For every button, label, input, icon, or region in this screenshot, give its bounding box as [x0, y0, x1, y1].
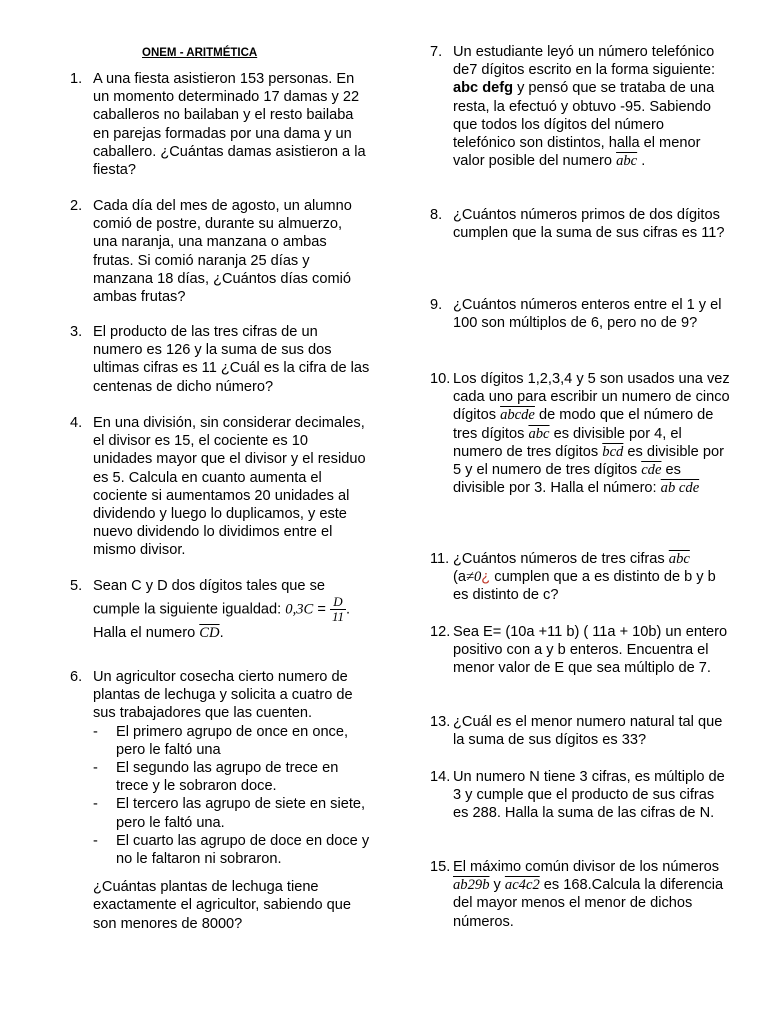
- math-periodic-decimal: 0,3C: [285, 601, 314, 618]
- math-overline-number: abcde: [500, 407, 535, 424]
- problem-10: [430, 370, 730, 497]
- list-item: [93, 832, 370, 868]
- math-overline-number: $\overline{abc}$: [616, 153, 638, 170]
- math-overline-number: $\overline{abc}$: [528, 425, 550, 442]
- problem-number: 8.: [430, 207, 443, 223]
- problem-number: 3.: [70, 324, 83, 340]
- problem-text-2: de modo que el número de tres dígitos: [453, 407, 714, 442]
- problem-text: [93, 577, 370, 642]
- problem-text: ¿Cuál es el menor numero natural tal que la suma de sus dígitos es 33?: [453, 714, 723, 749]
- problem-text: [453, 370, 730, 497]
- bullet-dash: -: [93, 832, 98, 849]
- problem-text-4: es divisible por 5 y el numero de tres dígitos: [453, 443, 724, 479]
- problem-text: En una división, sin considerar decimales, el divisor es 15, el cociente es 10 unidades mayor que el divisor y el residuo es 5. Calcula en cuanto aumenta el cociente si aumentamos 20 unidades al dividendo y luego lo duplicamos, y este nuevo dividendo lo dividimos entre el mismo divisor.: [93, 415, 366, 559]
- math-overline-number: $\overline{CD}$: [199, 625, 220, 642]
- page-title: ONEM - ARITMÉTICA: [142, 47, 258, 59]
- problem-text: El producto de las tres cifras de un numero es 126 y la suma de sus dos ultimas cifras es 11 ¿Cuál es la cifra de las centenas de dicho número?: [93, 324, 370, 395]
- problem-text-2: y: [489, 877, 505, 894]
- problem-text-1: El máximo común divisor de los números: [453, 859, 720, 875]
- math-overline-number: ac4c2: [504, 877, 540, 894]
- problem-7: [430, 43, 730, 170]
- equals-sign: =: [317, 601, 326, 618]
- problem-2: [70, 197, 370, 306]
- problem-number: 15.: [430, 859, 451, 875]
- problem-number: 4.: [70, 415, 83, 431]
- problem-question: ¿Cuántas plantas de lechuga tiene exactamente el agricultor, sabiendo que son menores de 8000?: [93, 879, 351, 932]
- problem-3: [70, 323, 370, 396]
- problem-text-3: es 168.Calcula la diferencia del mayor menos el menor de dichos números.: [453, 877, 724, 930]
- bullet-dash: -: [93, 796, 98, 813]
- problem-text: [453, 858, 730, 931]
- problem-5: [70, 577, 370, 642]
- problem-text-end: .: [219, 625, 224, 642]
- math-not-equal: ≠0: [465, 569, 482, 586]
- problem-text-5: es divisible por 3. Halla el número:: [453, 462, 681, 497]
- problem-text-end: .: [637, 153, 646, 170]
- problem-number: 5.: [70, 578, 83, 594]
- list-item: [93, 723, 370, 759]
- problem-text-1: ¿Cuántos números de tres cifras: [453, 551, 665, 567]
- fraction-numerator: D: [330, 595, 346, 610]
- bullet-dash: -: [93, 760, 98, 777]
- math-overline-number: $\overline{cde}$: [641, 462, 662, 479]
- list-item: [93, 759, 370, 795]
- problem-text-2: (a: [453, 569, 466, 586]
- problem-12: [430, 623, 730, 678]
- problem-number: 9.: [430, 297, 443, 313]
- problem-text: Sea E= (10a +11 b) ( 11a + 10b) un entero positivo con a y b enteros. Encuentra el menor valor de E que sea múltiplo de 7.: [453, 624, 728, 677]
- problem-8: [430, 206, 730, 242]
- math-overline-number: $\overline{abc}$: [668, 551, 690, 567]
- problem-text-a: Un estudiante leyó un número telefónico de7 dígitos escrito en la forma siguiente:: [453, 44, 716, 79]
- problem-text-b: y pensó que se trataba de una resta, la efectuó y obtuvo -95. Sabiendo que todos los dígitos del número telefónico son distintos, halla el menor valor posible del numero: [453, 80, 715, 170]
- math-overline-number: ab cde: [660, 480, 700, 497]
- problem-text: ¿Cuántos números enteros entre el 1 y el 100 son múltiplos de 6, pero no de 9?: [453, 297, 722, 332]
- problem-number: 13.: [430, 714, 451, 730]
- problem-text: [453, 43, 730, 170]
- bullet-dash: -: [93, 723, 98, 740]
- fraction-denominator: 11: [331, 609, 344, 625]
- problem-number: 12.: [430, 624, 451, 640]
- problem-number: 14.: [430, 769, 451, 785]
- problem-text-1: Los dígitos 1,2,3,4 y 5 son usados una vez cada uno para escribir un numero de cinco dígitos: [453, 371, 730, 424]
- problem-9: [430, 296, 730, 332]
- problem-number: 6.: [70, 669, 83, 685]
- problem-text: ¿Cuántos números primos de dos dígitos cumplen que la suma de sus cifras es 11?: [453, 207, 725, 242]
- bullet-text: El segundo las agrupo de trece en trece y le sobraron doce.: [116, 760, 339, 795]
- problem-number: 2.: [70, 198, 83, 214]
- problem-text: Un agricultor cosecha cierto numero de plantas de lechuga y solicita a cuatro de sus trabajadores que las cuenten.: [93, 669, 353, 722]
- list-item: [93, 795, 370, 831]
- problem-number: 7.: [430, 44, 443, 60]
- problem-text-3: es divisible por 4, el numero de tres dígitos: [453, 425, 682, 460]
- math-overline-number: ab29b: [453, 877, 490, 894]
- problem-text: [453, 550, 730, 605]
- problem-15: [430, 858, 730, 931]
- problem-text: A una fiesta asistieron 153 personas. En un momento determinado 17 damas y 22 caballeros no bailaban y el resto bailaba en parejas formadas por una dama y un caballero. ¿Cuántas damas asistieron a la fiesta?: [93, 71, 366, 179]
- problem-text-a: Sean C y D dos dígitos tales que se cumple la siguiente igualdad:: [93, 578, 326, 618]
- stray-question-mark: ¿: [481, 569, 491, 586]
- problem-1: [70, 70, 370, 179]
- problem-text-3: cumplen que a es distinto de b y b es distinto de c?: [453, 569, 716, 604]
- problem-number: 11.: [430, 551, 450, 567]
- math-overline-number: $\overline{bcd}$: [602, 443, 624, 460]
- problem-text: Cada día del mes de agosto, un alumno comió de postre, durante su almuerzo, una naranja, una manzana o ambas frutas. Si comió naranja 25 días y manzana 18 días, ¿Cuántos días comió ambas frutas?: [93, 198, 352, 306]
- problem-13: [430, 713, 730, 749]
- problem-number: 1.: [70, 71, 83, 87]
- problem-text-b: . Halla el numero: [93, 601, 351, 642]
- bullet-text: El cuarto las agrupo de doce en doce y no le faltaron ni sobraron.: [116, 832, 370, 868]
- problem-14: [430, 768, 730, 823]
- bullet-text: El primero agrupo de once en once, pero le faltó una: [116, 723, 349, 758]
- problem-6: [70, 668, 370, 933]
- problem-text: Un numero N tiene 3 cifras, es múltiplo de 3 y cumple que el producto de sus cifras es 288. Halla la suma de las cifras de N.: [453, 769, 725, 822]
- bold-expression: abc defg: [453, 80, 514, 97]
- problem-4: [70, 414, 370, 560]
- problem-11: [430, 550, 730, 605]
- problem-number: 10.: [430, 371, 451, 387]
- math-fraction: [330, 595, 346, 624]
- bullet-text: El tercero las agrupo de siete en siete, pero le faltó una.: [116, 796, 366, 831]
